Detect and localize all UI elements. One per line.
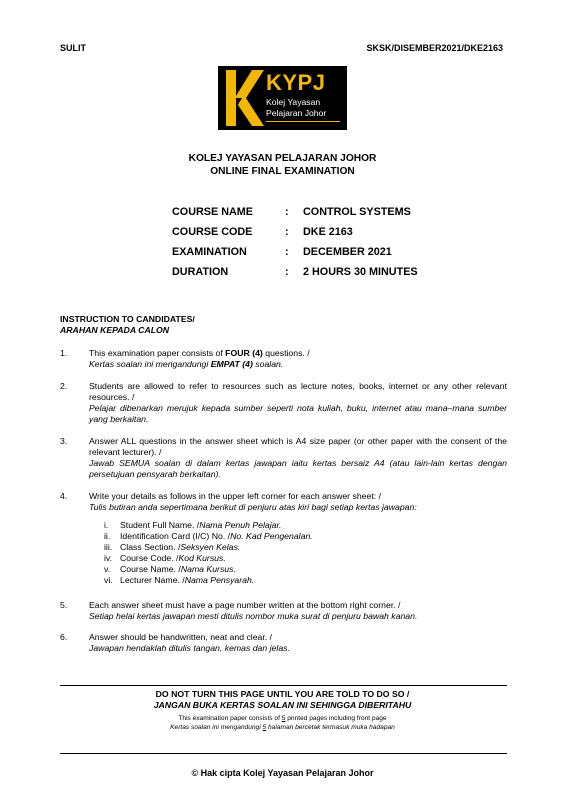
instruction-number: 3. [60,436,68,446]
page-count-note [0,714,565,732]
instruction-text-ms: Pelajar dibenarkan merujuk kepada sumber seperti nota kuliah, buku, internet atau mana–mana sumber yang berkaitan. [89,403,507,424]
warning-en: DO NOT TURN THIS PAGE UNTIL YOU ARE TOLD TO DO SO / [155,689,410,699]
course-info-value: CONTROL SYSTEMS [303,206,411,218]
kypj-logo [218,66,347,130]
instruction-text-ms: Setiap helai kertas jawapan mesti ditulis nombor muka surat di penjuru bawah kanan. [89,611,418,621]
details-sub-list [104,520,313,586]
warning-ms: JANGAN BUKA KERTAS SOALAN INI SEHINGGA DIBERITAHU [153,700,412,710]
footer-divider-bottom [60,753,507,754]
copyright-icon: © [191,768,199,778]
course-info-row [172,246,418,266]
course-info-table [172,206,418,286]
instruction-text-ms: Kertas soalan ini mengandungi EMPAT (4) soalan. [89,359,284,369]
instruction-item [60,436,507,480]
instructions-heading-en: INSTRUCTION TO CANDIDATES/ [60,314,195,324]
instruction-item [60,348,507,370]
footer-divider-top [60,685,507,686]
instruction-number: 2. [60,381,68,391]
course-info-row [172,206,418,226]
logo-underline [266,121,340,122]
instruction-text-en: Students are allowed to refer to resources such as lecture notes, books, internet or any other relevant resources. / [89,381,507,402]
sub-list-item: vi. Lecturer Name. / Nama Pensyarah. [104,575,255,585]
instruction-text-ms: Jawapan hendaklah ditulis tangan, kemas dan jelas. [89,643,290,653]
course-info-value: DECEMBER 2021 [303,246,392,258]
instruction-item [60,632,507,654]
logo-line-2: Pelajaran Johor [266,108,327,118]
instruction-item [60,491,507,513]
course-info-label: EXAMINATION [172,246,247,258]
instruction-text-en: This examination paper consists of FOUR (4) questions. / [89,348,310,358]
instruction-text-ms: Tulis butiran anda sepertimana berikut di penjuru atas kiri bagi setiap kertas jawapan: [89,502,417,512]
copyright-line [0,768,565,778]
instruction-number: 6. [60,632,68,642]
sub-list-item: v. Course Name. / Nama Kursus. [104,564,236,574]
instruction-text-en: Each answer sheet must have a page number written at the bottom right corner. / [89,600,401,610]
header-classification: SULIT [60,43,86,53]
instruction-text-en: Answer should be handwritten, neat and clear. / [89,632,273,642]
sub-list-item: iv. Course Code. / Kod Kursus. [104,553,226,563]
exam-title: ONLINE FINAL EXAMINATION [210,166,355,177]
instruction-number: 5. [60,600,68,610]
copyright-text: Hak cipta Kolej Yayasan Pelajaran Johor [200,768,374,778]
sub-list-item: iii. Class Section. / Seksyen Kelas. [104,542,241,552]
logo-mark: KYPJ [266,70,326,95]
instruction-text-en: Answer ALL questions in the answer sheet which is A4 size paper (or other paper with the consent of the relevant lecturer). / [89,436,507,457]
page-count-en: This examination paper consists of 5 printed pages including front page [178,715,387,722]
page-count-ms: Kertas soalan ini mengandungi 5 halaman bercetak termasuk muka hadapan [170,724,395,731]
course-info-label: COURSE CODE [172,226,253,238]
warning-block [0,689,565,711]
course-info-row [172,226,418,246]
course-info-label: COURSE NAME [172,206,253,218]
instruction-item [60,600,507,622]
sub-list-item: i. Student Full Name. / Nama Penuh Pelajar. [104,520,282,530]
course-info-separator: : [285,206,289,218]
instruction-text-ms: Jawab SEMUA soalan di dalam kertas jawapan iaitu kertas bersaiz A4 (atau lain-lain kertas dengan persetujuan pensyarah berkaitan). [89,458,507,479]
course-info-separator: : [285,246,289,258]
course-info-separator: : [285,266,289,278]
course-info-separator: : [285,226,289,238]
institution-name: KOLEJ YAYASAN PELAJARAN JOHOR [188,153,377,164]
sub-list-item: ii. Identification Card (I/C) No. / No. Kad Pengenalan. [104,531,313,541]
institution-block [0,152,565,178]
course-info-row [172,266,418,286]
course-info-value: DKE 2163 [303,226,353,238]
instruction-text-en: Write your details as follows in the upper left corner for each answer sheet: / [89,491,381,501]
logo-line-1: Kolej Yayasan [266,97,321,107]
course-info-value: 2 HOURS 30 MINUTES [303,266,418,278]
header-document-code: SKSK/DISEMBER2021/DKE2163 [366,43,503,53]
instruction-number: 4. [60,491,68,501]
instructions-heading-ms: ARAHAN KEPADA CALON [60,325,170,335]
course-info-label: DURATION [172,266,229,278]
instructions-heading [60,314,195,336]
kypj-emblem-icon [222,68,266,128]
instruction-item [60,381,507,425]
instruction-number: 1. [60,348,68,358]
